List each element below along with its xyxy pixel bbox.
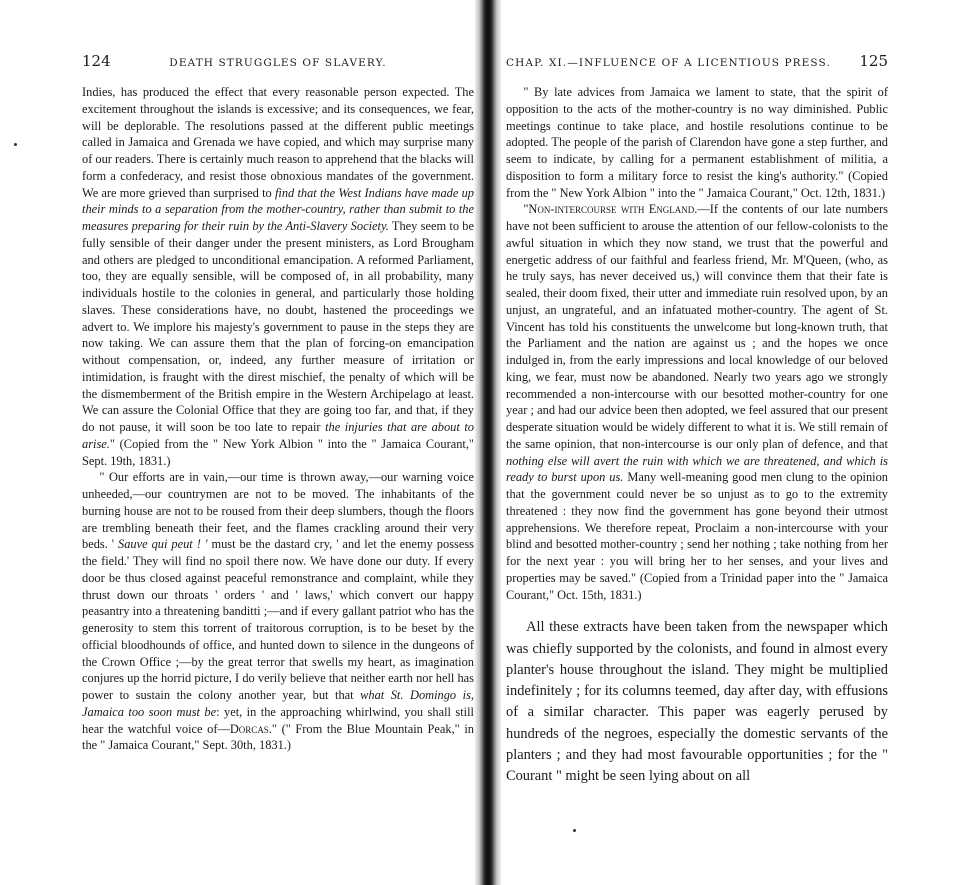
right-page <box>506 52 888 788</box>
italic-run: Sauve qui peut ! ' <box>118 537 208 552</box>
small-caps-run: "Non-intercourse with England. <box>523 202 698 217</box>
text-run: must be the dastard cry, ' and let the enemy possess the field.' They will find no spoil there now. We have done our duty. If every door be thus closed against peaceful remonstrance and complaint, while they thrust down our throats ' orders ' and ' laws,' which convert our happy peasantry into a threatening banditti ;—and if every gallant patriot who has the generosity to stem this torrent of traitorous corruption, is to be beset by the official bloodhounds of office, and hunted down to silence in the dungeons of the Crown Office ;—by the great terror that swells my heart, as imagination conjures up the horrid picture, I do verily believe that neither earth nor hell has power to sustain the colony another year, but that <box>82 537 474 702</box>
left-paragraph-2 <box>82 469 474 754</box>
text-run: —If the contents of our late numbers have not been sufficient to arouse the attention of our fellow-colonists to the awful situation in which they now stand, we trust that the powerful and energetic address of our faithful and fearless friend, Mr. M'Queen, (who, as he truly says, has never deceived us,) will convince them that their fate is sealed, their doom fixed, their utter and immediate ruin resolved upon, by an unjust, an ungrateful, and an infatuated mother-country. The agent of St. Vincent has told his constituents the unwelcome but long-known truth, that the Parliament and the nation are against us ; and the hopes we once indulged in, from the early impressions and local knowledge of our beloved king, we fear, must now be abandoned. Nearly two years ago we strongly recommended a non-intercourse with our besotted mother-country for one year ; and had our advice been then adopted, we feel assured that our present desperate situation would be widely different to what it is. We still remain of the same opinion, that non-intercourse is our only plan of defence, and that <box>506 202 888 451</box>
right-page-number: 125 <box>859 52 888 70</box>
ink-speck <box>573 829 576 832</box>
italic-run: find that the West Indians have made up their minds to a separation from the mother-country, rather than submit to the measures preparing for their ruin by the Anti-Slavery Society. <box>82 185 474 233</box>
left-body-text <box>82 84 474 754</box>
left-page-number: 124 <box>82 52 111 70</box>
left-page <box>82 52 474 754</box>
left-paragraph-1 <box>82 84 474 469</box>
text-run: " Our efforts are in vain,—our time is thrown away,—our warning voice unheeded,—our countrymen are not to be moved. The inhabitants of the burning house are not to be roused from their deep slumbers, though the floors are trembling beneath their feet, and the flames crackling around their very beds. ' <box>82 470 474 552</box>
text-run: Many well-meaning good men clung to the opinion that the government could never be so unjust as to go to the extremity threatened : they now find the government has gone beyond their utmost apprehensions. We therefore repeat, Proclaim a non-intercourse with your blind and besotted mother-country ; send her nothing ; take nothing from her for the next year : you will bring her to her senses, and your lives and properties may be saved." (Copied from a Trinidad paper into the " Jamaica Courant," Oct. 15th, 1831.) <box>506 470 888 602</box>
italic-run: what St. Domingo is, Jamaica too soon must be <box>82 688 475 719</box>
right-paragraph-3: All these extracts have been taken from the newspaper which was chiefly supported by the colonists, and found in almost every planter's house throughout the island. They might be multiplied indefinitely ; for its columns teemed, day after day, with effusions of a similar character. This paper was eagerly perused by hundreds of the negroes, especially the domestic servants of the planters ; and they had most favourable opportunities ; for the " Courant " might be seen lying about on all <box>506 619 888 785</box>
left-running-head <box>82 52 474 70</box>
ink-speck <box>14 143 17 146</box>
italic-run: the injuries that are about to arise. <box>82 420 474 451</box>
text-run: ." (" From the Blue Mountain Peak," in the " Jamaica Courant," Sept. 30th, 1831.) <box>82 721 474 753</box>
right-running-title: CHAP. XI.—INFLUENCE OF A LICENTIOUS PRESS. <box>506 57 831 69</box>
italic-run: nothing else will avert the ruin with which we are threatened, and which is ready to burst upon us. <box>506 453 888 485</box>
small-caps-run: Dorcas <box>229 721 269 736</box>
text-run: They seem to be fully sensible of their danger under the present ministers, as Lord Brougham and others are pledged to unconditional emancipation. A reformed Parliament, too, they are equally sensible, will be composed of, in all probability, many individuals hostile to the colonies in general, and particularly those holding slaves. These considerations have, no doubt, hastened the proceedings we advert to. We implore his majesty's government to pause in the steps they are now taking. We can assure them that the plan of forcing-on emancipation without compensation, or, indeed, any further measure of irritation or intimidation, is fraught with the direst mischief, the penalty of which will be the dismemberment of the British empire in the Western Archipelago at least. We can assure the Colonial Office that they are going too far, and that, if they do not pause, it will soon be too late to repair <box>82 219 474 434</box>
right-body-text <box>506 84 888 788</box>
book-gutter-shadow <box>474 0 502 885</box>
text-run: : yet, in the approaching whirlwind, you shall still hear the watchful voice of— <box>82 704 474 736</box>
left-running-title: DEATH STRUGGLES OF SLAVERY. <box>169 57 387 69</box>
right-paragraph-1: " By late advices from Jamaica we lament to state, that the spirit of opposition to the acts of the mother-country is no way diminished. Public meetings continue to take place, and hostile resolutions continue to be adopted. The people of the parish of Clarendon have gone a step further, and seem to indicate, by calling for a permanent establishment of militia, a disposition to form a military force to resist the king's authority." (Copied from the " New York Albion " into the " Jamaica Courant," Oct. 12th, 1831.) <box>506 85 888 200</box>
right-running-head <box>506 52 888 70</box>
text-run: " (Copied from the " New York Albion " into the " Jamaica Courant," Sept. 19th, 1831.) <box>82 436 474 468</box>
text-run: Indies, has produced the effect that every reasonable person expected. The excitement throughout the islands is excessive; and its consequences, we fear, will be deplorable. The resolutions passed at the different public meetings called in Jamaica and Grenada we have copied, and which may surprise many of our readers. There is certainly much reason to apprehend that the blacks will form a confederacy, and resist those obnoxious mandates of the government. We are more grieved than surprised to <box>82 85 474 200</box>
right-paragraph-2 <box>506 201 888 603</box>
